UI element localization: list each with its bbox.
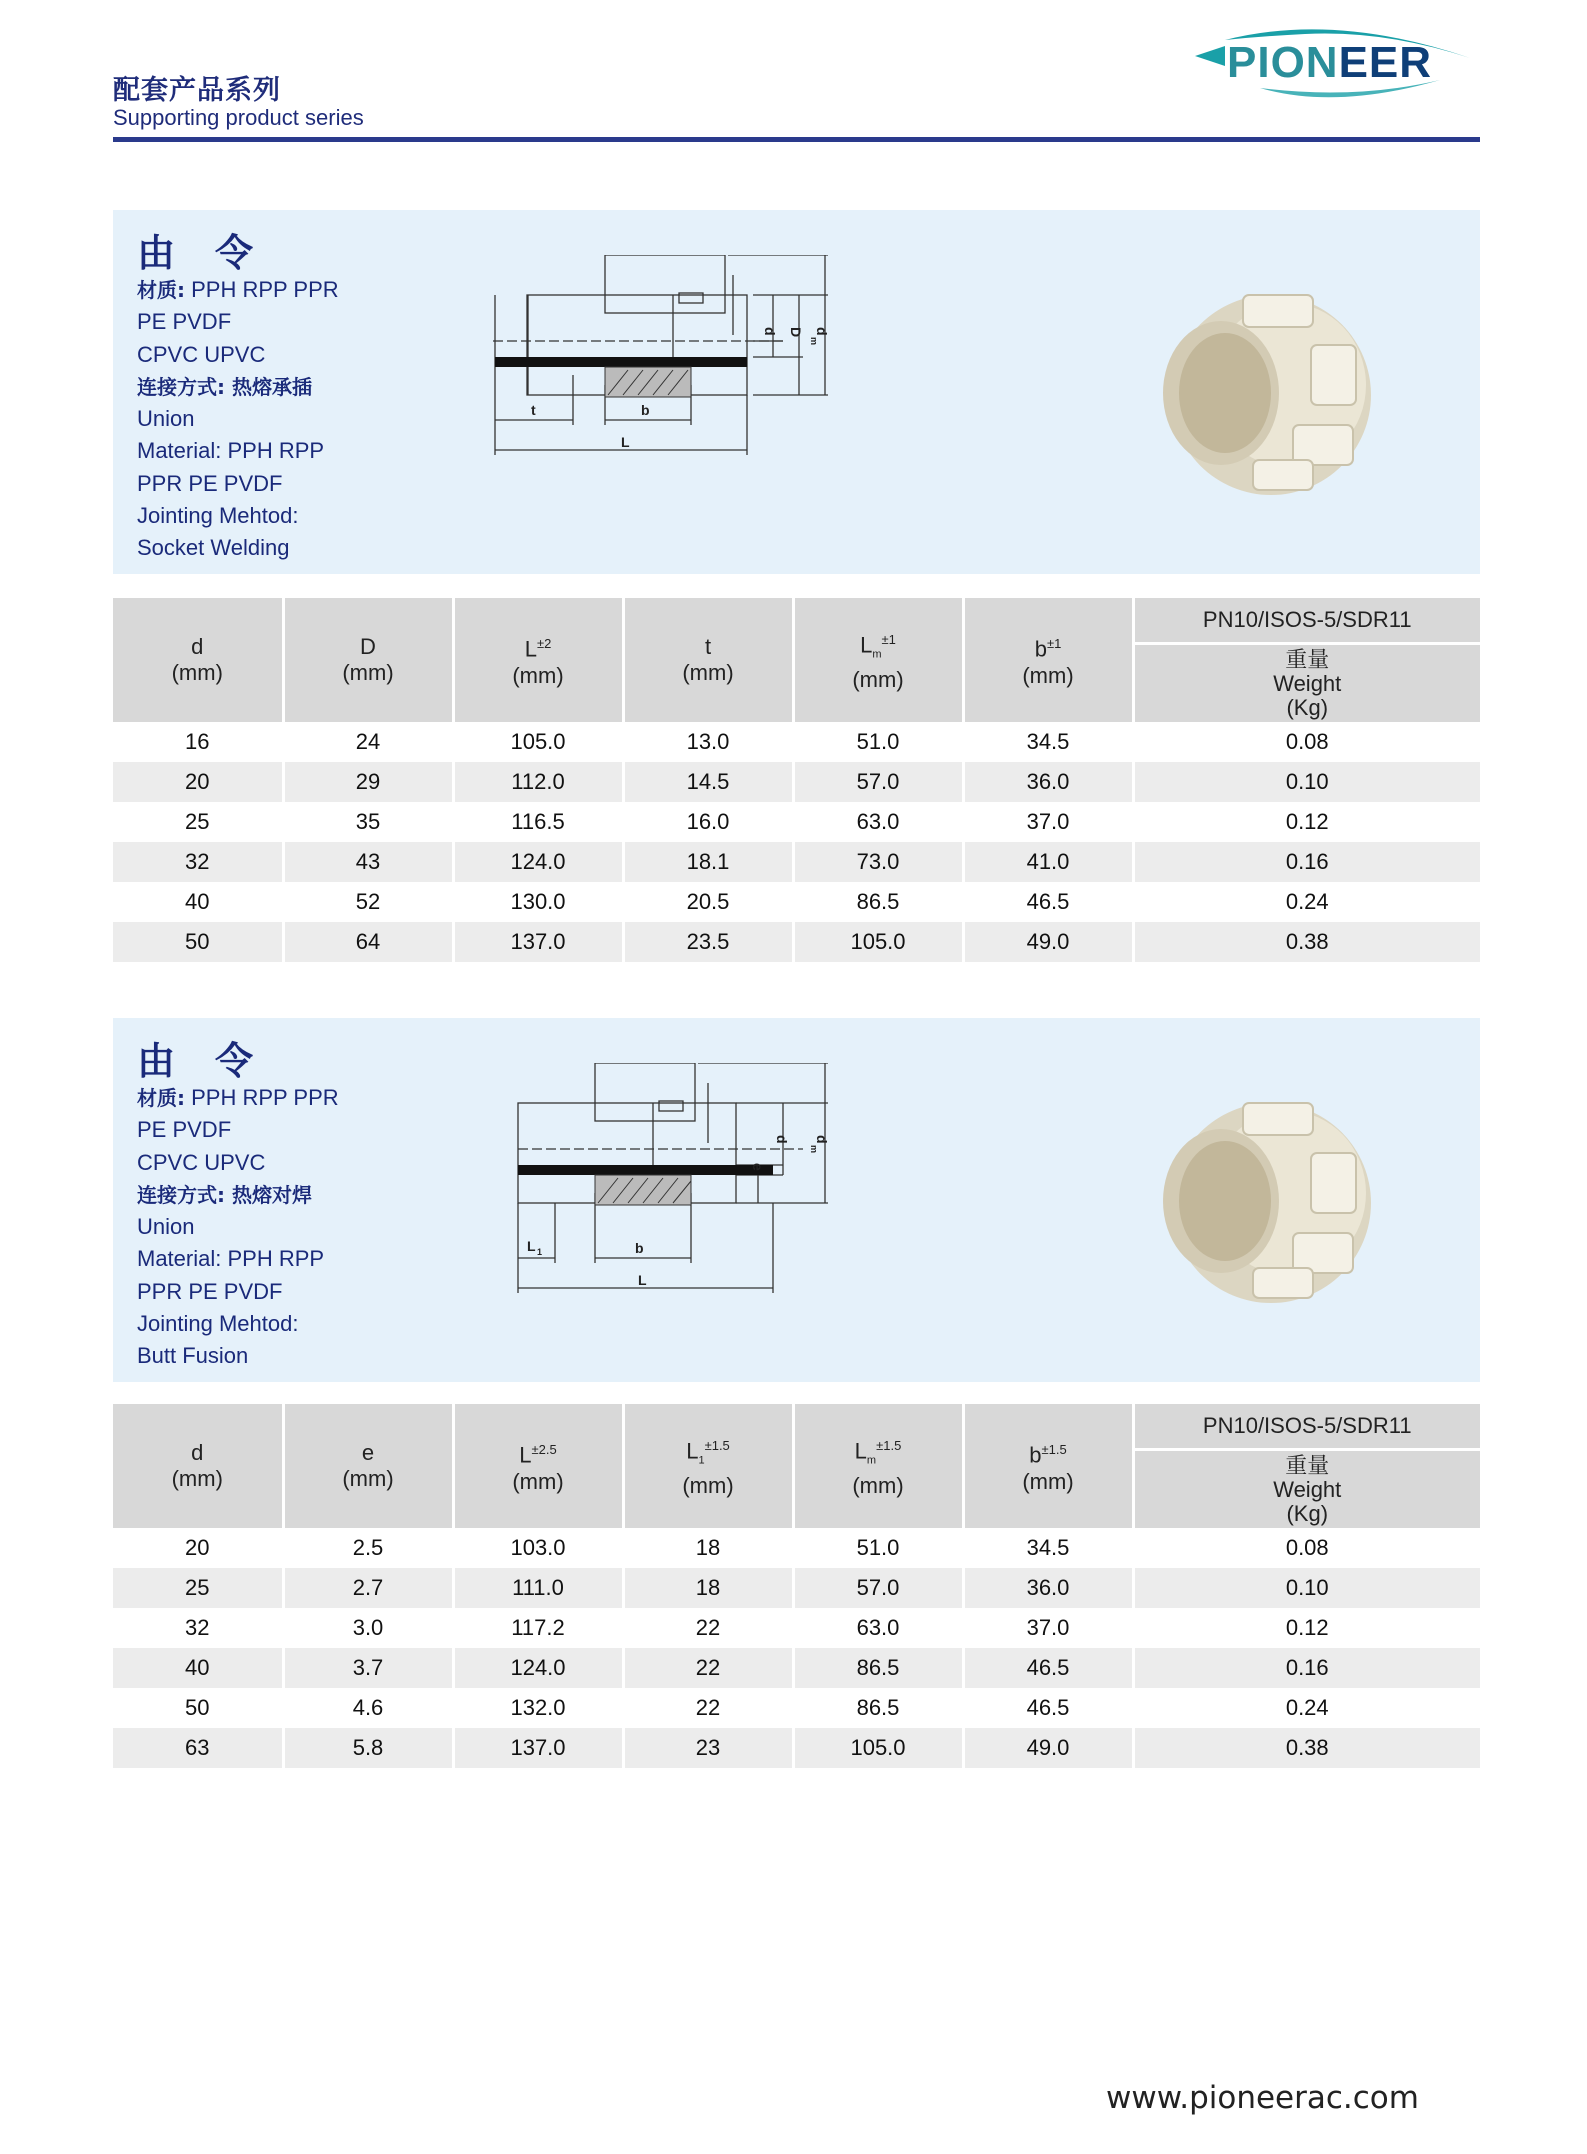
column-symbol [285, 634, 452, 660]
product-panel-socket [113, 210, 1480, 574]
table-cell: 49.0 [963, 1728, 1133, 1768]
column-symbol [455, 1437, 622, 1468]
column-name: b [1029, 1442, 1042, 1468]
table-cell: 124.0 [453, 1648, 623, 1688]
product-title: 由令 [137, 1039, 294, 1083]
table-cell: 2.5 [283, 1528, 453, 1568]
table-cell: 3.0 [283, 1608, 453, 1648]
column-header [453, 598, 623, 722]
table-cell: 23 [623, 1728, 793, 1768]
table-cell: 86.5 [793, 1648, 963, 1688]
pn-header: PN10/ISOS-5/SDR11 [1133, 598, 1480, 644]
weight-unit: (Kg) [1286, 1500, 1329, 1526]
table-cell: 25 [113, 802, 283, 842]
weight-cn: 重量 [1285, 1452, 1330, 1478]
table-cell: 112.0 [453, 762, 623, 802]
spec-line [137, 435, 339, 467]
spec-value: PPH RPP PPR [185, 277, 339, 302]
table-cell: 57.0 [793, 762, 963, 802]
column-name: D [360, 634, 376, 659]
product-title: 由令 [137, 231, 294, 275]
table-row [113, 1568, 1480, 1608]
table-cell: 116.5 [453, 802, 623, 842]
column-tolerance: ±2 [536, 636, 552, 652]
header-rule [113, 137, 1480, 142]
spec-value: Butt Fusion [137, 1343, 249, 1369]
table-cell: 0.38 [1133, 922, 1480, 962]
weight-header [1133, 644, 1480, 723]
spec-value: CPVC UPVC [137, 1149, 266, 1175]
logo-wordmark [1227, 38, 1432, 88]
table-cell: 14.5 [623, 762, 793, 802]
table-cell: 51.0 [793, 722, 963, 762]
table-cell: 0.10 [1133, 762, 1480, 802]
spec-line [137, 1308, 339, 1340]
table-cell: 0.16 [1133, 842, 1480, 882]
table-cell: 137.0 [453, 1728, 623, 1768]
column-header [963, 598, 1133, 722]
label-dm: d [814, 327, 830, 336]
spec-line [137, 1211, 339, 1243]
spec-line [137, 1276, 339, 1308]
table-cell: 22 [623, 1608, 793, 1648]
column-tolerance: ±1.5 [1041, 1442, 1067, 1458]
product-panel-butt [113, 1018, 1480, 1382]
table-cell: 32 [113, 1608, 283, 1648]
column-name: t [704, 634, 712, 659]
table-cell: 105.0 [793, 922, 963, 962]
table-row [113, 1688, 1480, 1728]
column-unit: (mm) [682, 1473, 734, 1499]
table-cell: 0.08 [1285, 729, 1329, 754]
table-cell: 117.2 [453, 1608, 623, 1648]
table-cell: 35 [283, 802, 453, 842]
weight-cn: 重量 [1285, 646, 1330, 672]
table-cell: 4.6 [283, 1688, 453, 1728]
column-symbol [625, 634, 792, 660]
table-row [113, 762, 1480, 802]
table-cell: 40 [113, 882, 283, 922]
table-header-row [113, 1404, 1480, 1450]
column-unit: (mm) [512, 662, 564, 688]
spec-label: 连接方式: 热熔承插 [137, 374, 312, 399]
label-t: t [531, 402, 536, 418]
column-name: L [686, 1437, 699, 1463]
table-cell: 0.10 [1133, 1568, 1480, 1608]
table-cell: 34.5 [963, 1528, 1133, 1568]
spec-line [137, 306, 339, 338]
label-D: D [788, 327, 804, 338]
table-cell: 18 [623, 1568, 793, 1608]
table-row [113, 802, 1480, 842]
spec-value: PPR PE PVDF [137, 470, 283, 496]
column-unit: (mm) [512, 1468, 564, 1494]
spec-label: 材质: [137, 1086, 185, 1110]
table-cell: 86.5 [793, 1688, 963, 1728]
column-tolerance: ±1 [881, 631, 896, 647]
weight-unit: (Kg) [1286, 694, 1329, 720]
label-dm-sub: m [809, 337, 819, 346]
table-cell: 36.0 [963, 762, 1133, 802]
column-name: L [854, 1437, 867, 1463]
label-L1-sub: 1 [537, 1247, 543, 1257]
column-unit: (mm) [171, 660, 223, 685]
table-cell: 63.0 [793, 802, 963, 842]
table-cell: 46.5 [963, 882, 1133, 922]
table-row [113, 842, 1480, 882]
spec-list [137, 274, 339, 565]
spec-line [137, 1147, 339, 1179]
union-butt-diagram [483, 1063, 843, 1323]
spec-line [137, 1179, 339, 1211]
column-symbol [795, 627, 962, 668]
spec-value: Material: PPH RPP [137, 1246, 325, 1272]
column-name: d [191, 1440, 204, 1465]
spec-value: PE PVDF [137, 309, 232, 335]
union-socket-photo [1143, 275, 1383, 515]
table-cell: 20.5 [623, 882, 793, 922]
column-name: e [361, 1440, 375, 1465]
column-header [113, 1404, 283, 1528]
table-cell: 51.0 [793, 1528, 963, 1568]
column-subscript: 1 [698, 1454, 705, 1467]
table-cell: 13.0 [623, 722, 793, 762]
column-header [283, 1404, 453, 1528]
pn-header: PN10/ISOS-5/SDR11 [1133, 1404, 1480, 1450]
label-b: b [635, 1240, 644, 1256]
column-unit: (mm) [852, 667, 904, 693]
column-header [623, 598, 793, 722]
spec-list [137, 1082, 339, 1373]
column-symbol [285, 1440, 452, 1466]
spec-line [137, 274, 339, 306]
column-symbol [455, 631, 622, 662]
table-cell: 0.24 [1285, 1695, 1329, 1720]
table-row [113, 882, 1480, 922]
footer-url: www.pioneerac.com [1106, 2080, 1419, 2116]
table-cell: 105.0 [793, 1728, 963, 1768]
table-cell: 50 [113, 922, 283, 962]
column-header [793, 598, 963, 722]
spec-line [137, 1340, 339, 1372]
spec-label: 连接方式: 热熔对焊 [137, 1182, 312, 1207]
table-row [113, 922, 1480, 962]
column-name: L [519, 1442, 532, 1468]
table-cell: 24 [283, 722, 453, 762]
logo-suffix: EER [1338, 38, 1433, 87]
column-unit: (mm) [171, 1466, 223, 1491]
table-cell: 3.7 [283, 1648, 453, 1688]
table-cell: 40 [113, 1648, 283, 1688]
spec-value: Jointing Mehtod: [137, 503, 299, 529]
table-cell: 36.0 [963, 1568, 1133, 1608]
column-tolerance: ±2.5 [531, 1442, 557, 1458]
table-cell: 29 [283, 762, 453, 802]
pioneer-logo [1185, 20, 1485, 110]
label-L: L [621, 434, 630, 450]
weight-en: Weight [1273, 670, 1342, 696]
spec-line [137, 532, 339, 564]
table-cell: 46.5 [963, 1648, 1133, 1688]
table-cell: 23.5 [623, 922, 793, 962]
spec-value: Material: PPH RPP [137, 438, 325, 464]
label-L: L [638, 1272, 647, 1288]
table-cell: 0.38 [1133, 1728, 1480, 1768]
table-cell: 0.08 [1285, 1535, 1329, 1560]
column-tolerance: ±1.5 [704, 1437, 730, 1453]
label-L1: L [527, 1238, 536, 1254]
table-cell: 86.5 [793, 882, 963, 922]
column-symbol [795, 1433, 962, 1474]
label-e: e [750, 1163, 766, 1171]
table-header-row [113, 598, 1480, 644]
table-cell: 105.0 [453, 722, 623, 762]
spec-line [137, 468, 339, 500]
table-cell: 2.7 [283, 1568, 453, 1608]
table-cell: 16.0 [623, 802, 793, 842]
column-unit: (mm) [1022, 1468, 1074, 1494]
spec-line [137, 371, 339, 403]
table-cell: 41.0 [963, 842, 1133, 882]
spec-value: PPR PE PVDF [137, 1278, 283, 1304]
spec-table-butt [113, 1404, 1480, 1768]
spec-value: Union [137, 406, 195, 432]
label-d: d [762, 327, 778, 336]
table-cell: 103.0 [453, 1528, 623, 1568]
table-row [113, 1528, 1480, 1568]
table-cell: 0.16 [1133, 1648, 1480, 1688]
spec-line [137, 1243, 339, 1275]
header-title-cn: 配套产品系列 [113, 75, 281, 106]
column-subscript: m [872, 648, 882, 661]
table-cell: 0.12 [1285, 1615, 1329, 1640]
column-symbol [113, 634, 282, 660]
column-symbol [965, 1437, 1132, 1468]
table-cell: 0.24 [1285, 889, 1329, 914]
table-cell: 50 [113, 1688, 283, 1728]
table-cell: 124.0 [453, 842, 623, 882]
table-cell: 130.0 [453, 882, 623, 922]
spec-line [137, 403, 339, 435]
table-row [113, 1608, 1480, 1648]
column-subscript: m [866, 1454, 877, 1467]
table-row [113, 1648, 1480, 1688]
spec-value: Union [137, 1214, 195, 1240]
column-name: L [860, 631, 873, 657]
table-cell: 37.0 [963, 1608, 1133, 1648]
spec-label: 材质: [137, 278, 185, 302]
table-cell: 49.0 [963, 922, 1133, 962]
header-title-en: Supporting product series [113, 105, 364, 130]
table-cell: 34.5 [963, 722, 1133, 762]
column-header [283, 598, 453, 722]
table-cell: 22 [623, 1648, 793, 1688]
spec-value: PE PVDF [137, 1117, 232, 1143]
column-symbol [113, 1440, 282, 1466]
column-symbol [965, 631, 1132, 662]
label-d: d [774, 1135, 790, 1144]
spec-table-socket [113, 598, 1480, 962]
spec-value: PPH RPP PPR [185, 1085, 339, 1110]
table-cell: 5.8 [283, 1728, 453, 1768]
table-cell: 46.5 [963, 1688, 1133, 1728]
spec-line [137, 1082, 339, 1114]
column-unit: (mm) [342, 1466, 394, 1491]
table-cell: 16 [113, 722, 283, 762]
table-cell: 22 [623, 1688, 793, 1728]
column-header [623, 1404, 793, 1528]
column-name: d [191, 634, 204, 659]
column-name: b [1034, 636, 1047, 662]
table-cell: 20 [113, 762, 283, 802]
label-dm-sub: m [809, 1145, 819, 1154]
table-cell: 137.0 [453, 922, 623, 962]
spec-line [137, 1114, 339, 1146]
spec-value: Jointing Mehtod: [137, 1311, 299, 1337]
column-header [963, 1404, 1133, 1528]
column-symbol [625, 1433, 792, 1474]
spec-value: CPVC UPVC [137, 341, 266, 367]
column-name: L [524, 636, 537, 662]
table-row [113, 1728, 1480, 1768]
table-cell: 20 [113, 1528, 283, 1568]
weight-header [1133, 1450, 1480, 1529]
table-cell: 64 [283, 922, 453, 962]
table-cell: 63 [113, 1728, 283, 1768]
spec-line [137, 339, 339, 371]
column-unit: (mm) [1022, 662, 1074, 688]
column-header [793, 1404, 963, 1528]
column-tolerance: ±1 [1046, 636, 1062, 652]
table-cell: 37.0 [963, 802, 1133, 842]
table-cell: 111.0 [453, 1568, 623, 1608]
union-socket-diagram [483, 255, 843, 515]
column-header [453, 1404, 623, 1528]
table-cell: 73.0 [793, 842, 963, 882]
logo-prefix: PION [1227, 38, 1339, 87]
label-dm: d [814, 1135, 830, 1144]
label-b: b [641, 402, 650, 418]
union-butt-photo [1143, 1083, 1383, 1323]
spec-value: Socket Welding [137, 535, 290, 561]
table-cell: 132.0 [453, 1688, 623, 1728]
column-header [113, 598, 283, 722]
table-cell: 25 [113, 1568, 283, 1608]
spec-line [137, 500, 339, 532]
column-unit: (mm) [342, 660, 394, 685]
column-unit: (mm) [852, 1473, 904, 1499]
table-row [113, 722, 1480, 762]
table-cell: 18 [623, 1528, 793, 1568]
table-cell: 18.1 [623, 842, 793, 882]
table-cell: 52 [283, 882, 453, 922]
table-cell: 63.0 [793, 1608, 963, 1648]
table-cell: 0.12 [1285, 809, 1329, 834]
table-cell: 57.0 [793, 1568, 963, 1608]
weight-en: Weight [1273, 1476, 1342, 1502]
column-tolerance: ±1.5 [876, 1437, 902, 1453]
table-cell: 32 [113, 842, 283, 882]
table-cell: 43 [283, 842, 453, 882]
column-unit: (mm) [682, 660, 734, 685]
